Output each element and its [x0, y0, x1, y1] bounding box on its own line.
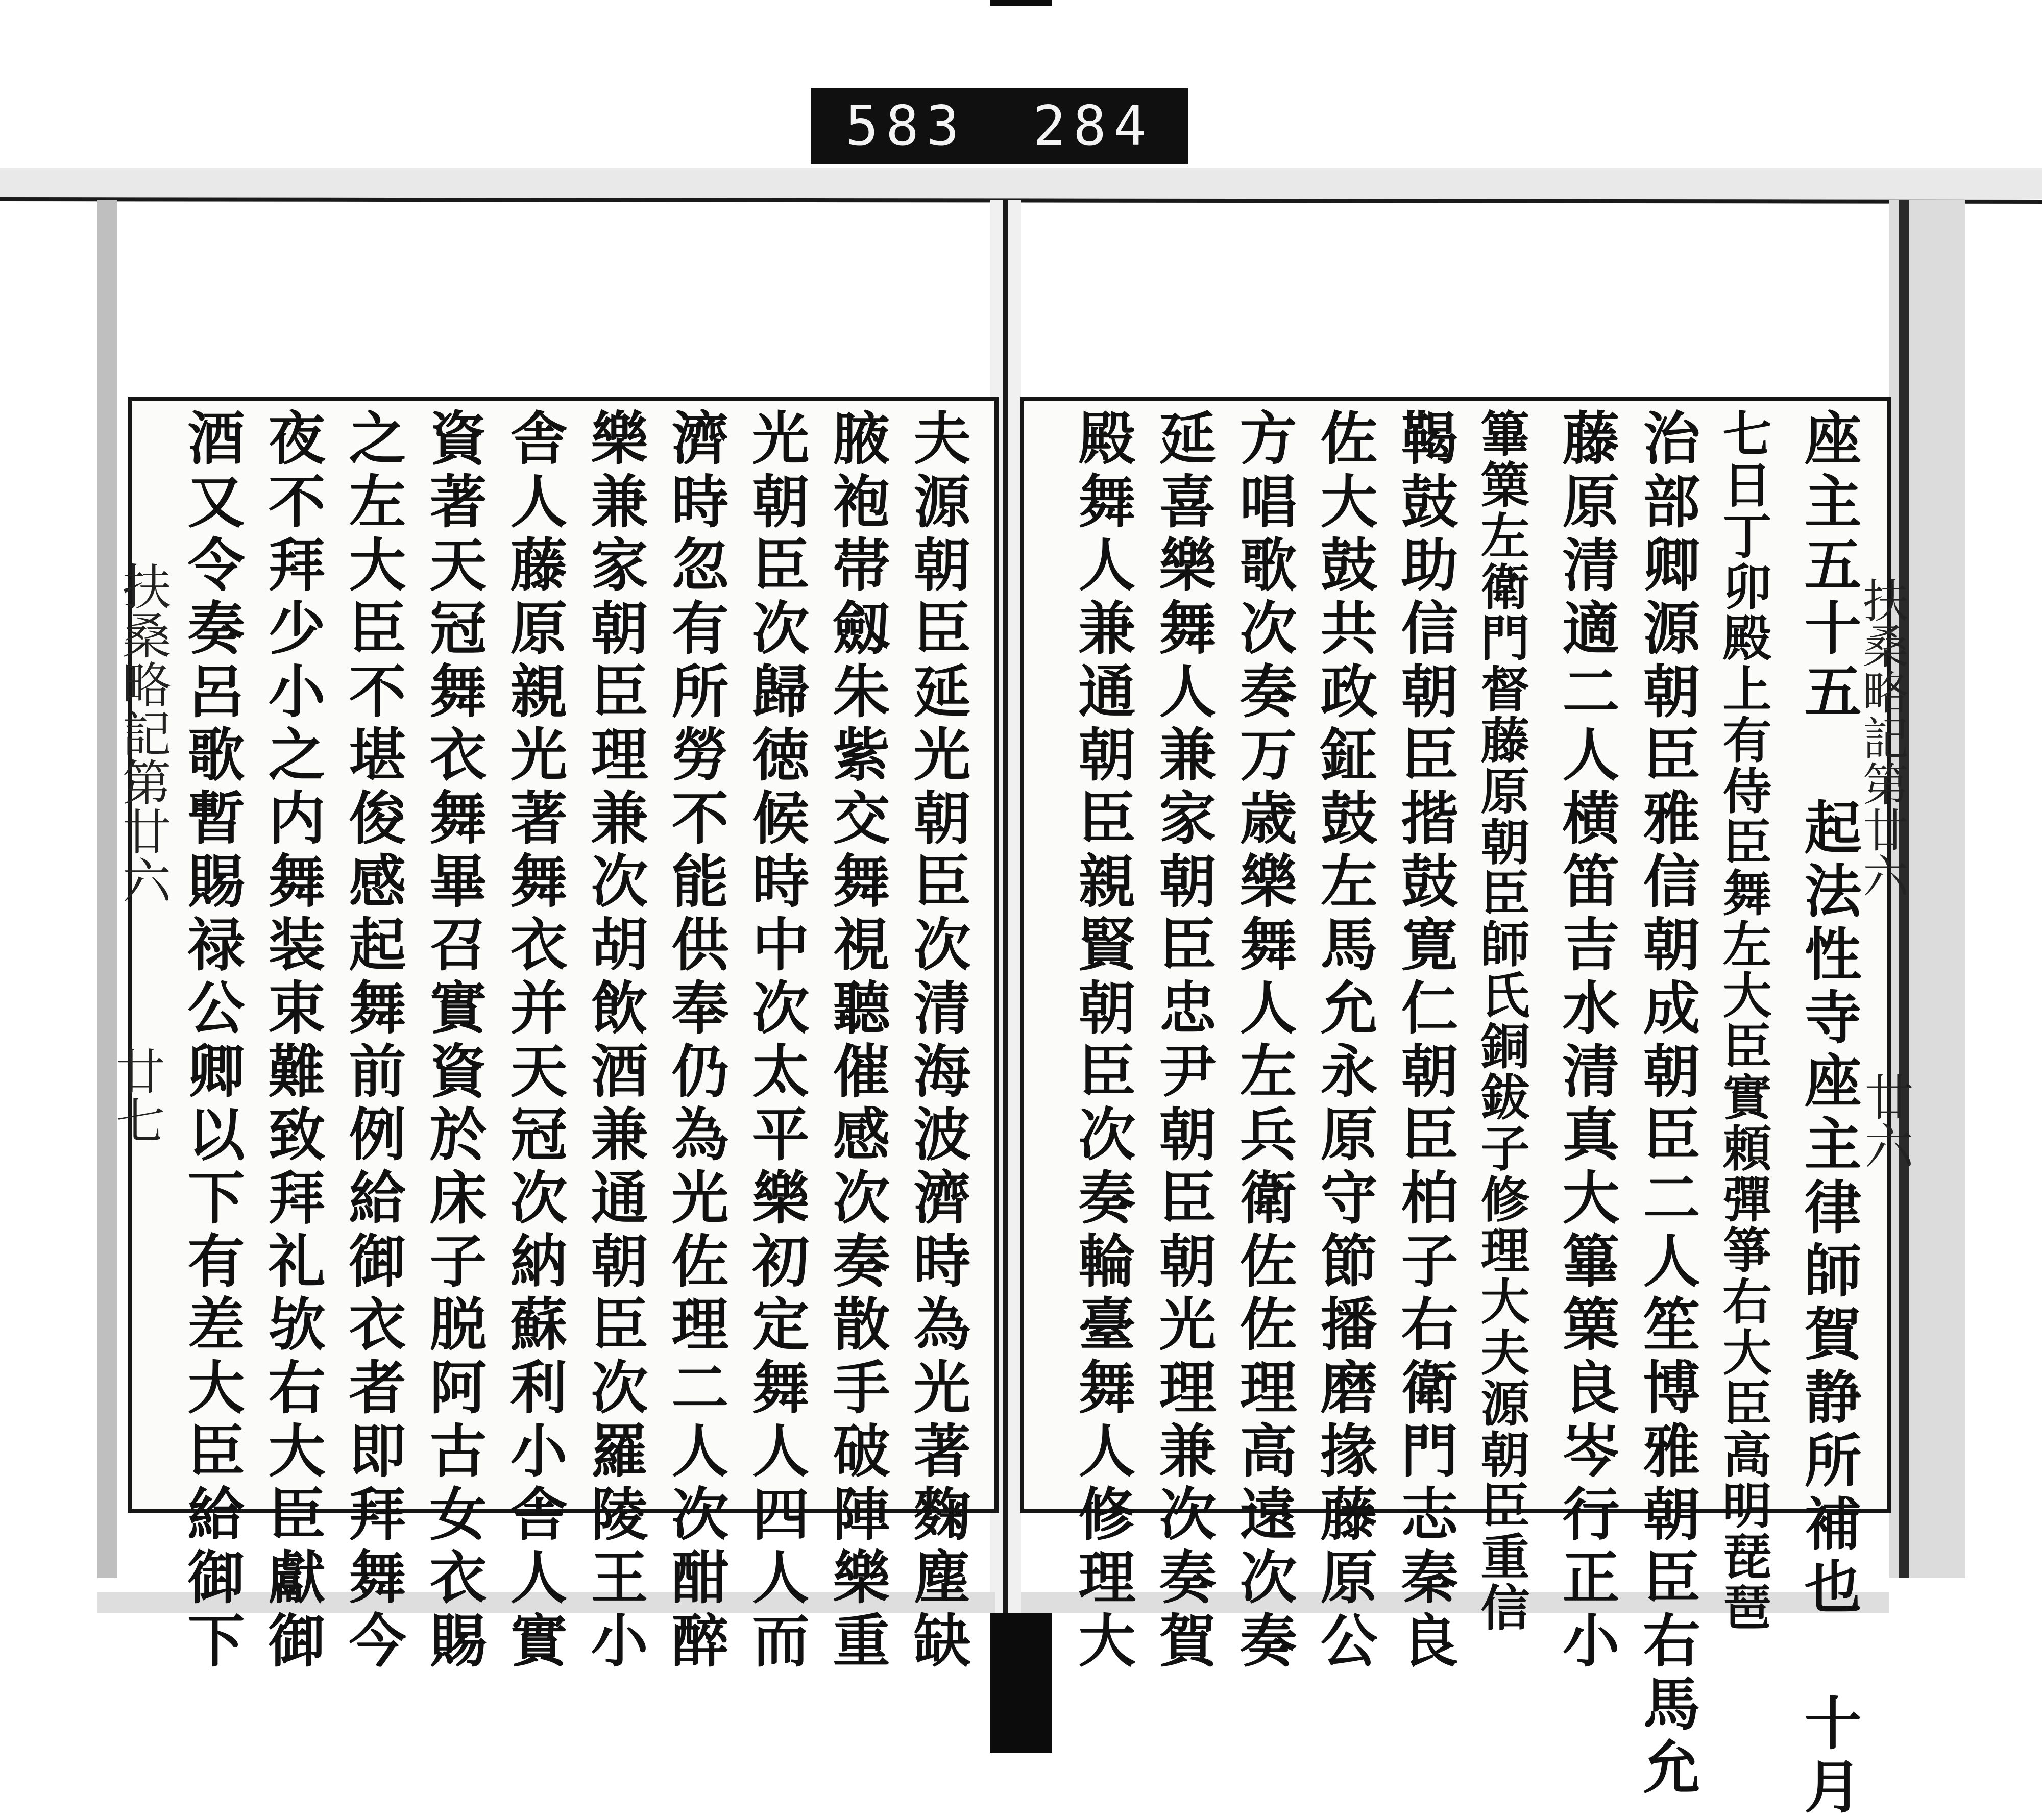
left-text-column-2: 腋袍帯劔朱紫交舞視聽催感次奏散手破陣樂重 [823, 408, 890, 1674]
shelfmark-right-number: 284 [1033, 94, 1154, 158]
right-margin-title: 扶桑略記第廿六 [1855, 577, 1908, 898]
right-text-column-10: 殿舞人兼通朝臣親賢朝臣次奏輪臺舞人修理大 [1069, 408, 1136, 1674]
left-text-column-9: 夜不拜少小之内舞装束難致拜礼欤右大臣獻御 [259, 408, 326, 1674]
left-text-column-6: 舎人藤原親光著舞衣并天冠次納蘇利小舎人實 [501, 408, 568, 1674]
left-text-column-4: 濟時忽有所勞不能供奉仍為光佐理二人次酣醉 [662, 408, 729, 1674]
right-text-column-6: 鞨鼓助信朝臣揩鼓寛仁朝臣柏子右衛門志秦良 [1392, 408, 1458, 1674]
shelfmark-left-number: 583 [845, 94, 966, 158]
shelfmark-label [811, 88, 1188, 164]
left-text-column-7: 資著天冠舞衣舞畢召實資於床子脱阿古女衣賜 [420, 408, 487, 1674]
left-text-column-1: 夫源朝臣延光朝臣次清海波濟時為光著麴塵缺 [904, 408, 971, 1674]
left-text-column-3: 光朝臣次歸徳候時中次太平樂初定舞人四人而 [743, 408, 810, 1674]
right-text-column-2: 七日丁卯殿上有侍臣舞左大臣實頼彈箏右大臣高明琵琶 [1715, 408, 1772, 1633]
right-folio: 廿六 [1857, 1072, 1914, 1170]
right-text-column-9: 延喜樂舞人兼家朝臣忠尹朝臣朝光理兼次奏賀 [1150, 408, 1217, 1674]
right-text-column-4: 藤原清適二人横笛吉水清真大篳篥良岑行正小 [1553, 408, 1620, 1674]
left-margin-title: 扶桑略記第廿六 [114, 561, 172, 904]
left-text-column-5: 樂兼家朝臣理兼次胡飲酒兼通朝臣次羅陵王小 [581, 408, 648, 1674]
left-text-column-10: 酒又令奏呂歌暫賜禄公卿以下有差大臣給御下 [178, 408, 245, 1674]
right-text-column-8: 方唱歌次奏万歳樂舞人左兵衛佐佐理高遠次奏 [1230, 408, 1297, 1674]
left-folio: 廿七 [108, 1046, 165, 1144]
right-text-column-1: 座主五十五 起法性寺座主律師賀静所補也 十月 [1795, 408, 1862, 1820]
left-text-column-8: 之左大臣不堪俊感起舞前例給御衣者即拜舞今 [339, 408, 406, 1674]
right-text-column-3: 治部卿源朝臣雅信朝成朝臣二人笙博雅朝臣右馬允 [1634, 408, 1700, 1801]
right-text-column-5: 篳篥左衛門督藤原朝臣師氏銅鈸子修理大夫源朝臣重信 [1473, 408, 1530, 1633]
right-text-column-7: 佐大鼓共政鉦鼓左馬允永原守節播磨掾藤原公 [1311, 408, 1378, 1674]
